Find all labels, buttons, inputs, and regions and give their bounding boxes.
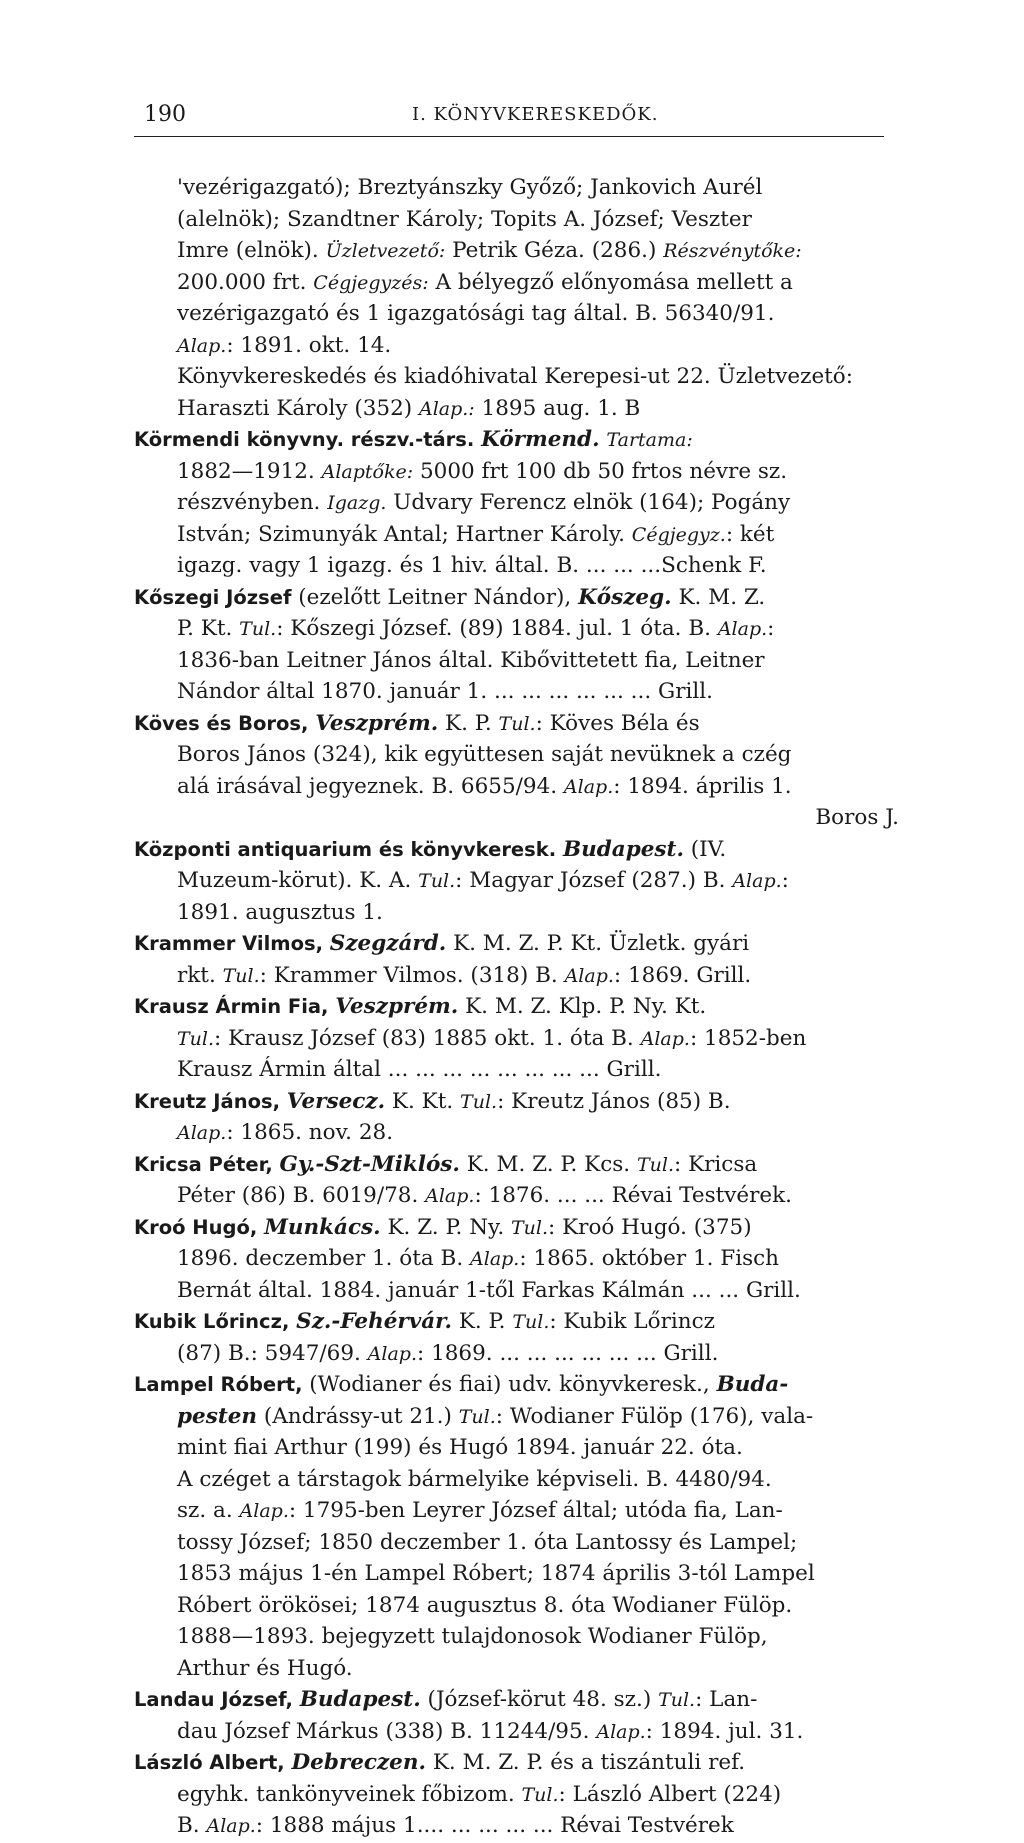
- entry-place: Gy.-Szt-Miklós.: [279, 1151, 460, 1177]
- text-line: [134, 739, 904, 771]
- text-segment: 1836-ban Leitner János által. Kibővittetett fia, Leitner: [177, 647, 765, 673]
- text-segment: Alap.: [177, 1122, 227, 1144]
- text-line: [134, 928, 904, 960]
- text-segment: Róbert örökösei; 1874 augusztus 8. óta Wodianer Fülöp.: [177, 1592, 793, 1618]
- text-line: [134, 960, 904, 992]
- text-segment: részvényben.: [177, 490, 328, 515]
- text-segment: 1895 aug. 1. B: [474, 395, 641, 421]
- text-segment: : Wodianer Fülöp (176), vala-: [495, 1403, 814, 1429]
- text-segment: : 1888 május 1.... ... ... ... ... Révai Testvérek: [255, 1813, 734, 1838]
- entry-place: Debreczen.: [291, 1750, 426, 1775]
- text-line: [134, 1684, 904, 1716]
- text-segment: : László Albert (224): [558, 1781, 782, 1807]
- entry-heading: Kricsa Péter,: [134, 1152, 280, 1176]
- text-segment: Cégjegyz.: [631, 523, 726, 546]
- text-line: [134, 424, 904, 456]
- text-segment: K. P.: [438, 710, 499, 736]
- text-segment: István; Szimunyák Antal; Hartner Károly.: [177, 521, 632, 547]
- text-line: [134, 1275, 904, 1307]
- text-segment: Muzeum-körut). K. A.: [177, 868, 419, 893]
- entry-place: Budapest.: [299, 1687, 421, 1712]
- text-segment: Tul.: [418, 870, 456, 892]
- text-segment: K. M. Z. Klp. P. Ny. Kt.: [458, 994, 707, 1019]
- entry-place: Veszprém.: [315, 710, 439, 736]
- text-segment: Imre (elnök).: [177, 238, 326, 263]
- entry-place: Veszprém.: [335, 994, 459, 1019]
- entry-place: Versecz.: [286, 1088, 386, 1114]
- text-segment: Boros János (324), kik együttesen saját nevüknek a czég: [177, 742, 792, 767]
- text-segment: : Magyar József (287.) B.: [455, 868, 733, 893]
- entry-place: Buda-: [716, 1372, 789, 1397]
- text-segment: : 1894. április 1.: [613, 773, 792, 799]
- text-segment: : Lan-: [695, 1687, 758, 1712]
- text-line: [134, 456, 904, 488]
- text-line: [134, 1810, 904, 1842]
- entry-heading: Kubik Lőrincz,: [134, 1310, 297, 1333]
- text-segment: : 1891. okt. 14.: [226, 332, 392, 358]
- text-segment: : 1865. nov. 28.: [226, 1120, 394, 1145]
- page-number: 190: [144, 102, 186, 127]
- text-line: [134, 1086, 904, 1118]
- text-line: [134, 802, 904, 834]
- text-segment: : Kreutz János (85) B.: [497, 1088, 731, 1114]
- entry-place: Sz.-Fehérvár.: [296, 1309, 452, 1334]
- text-segment: Alap.: [206, 1815, 256, 1837]
- text-line: [134, 1243, 904, 1275]
- text-segment: : 1865. október 1. Fisch: [519, 1246, 780, 1271]
- text-line: [134, 298, 904, 330]
- text-segment: K. M. Z.: [671, 584, 766, 610]
- text-segment: :: [781, 868, 789, 893]
- text-segment: Tul.: [512, 1311, 550, 1333]
- text-line: [134, 1464, 904, 1496]
- text-segment: K. M. Z. P. Kt. Üzletk. gyári: [446, 931, 750, 956]
- text-segment: 200.000 frt.: [177, 269, 314, 295]
- text-segment: sz. a.: [177, 1498, 240, 1523]
- text-segment: (Andrássy-ut 21.): [257, 1403, 459, 1429]
- text-segment: : Krammer Vilmos. (318) B.: [259, 962, 565, 988]
- directory-text: [134, 172, 904, 1842]
- text-line: [134, 1495, 904, 1527]
- entry-place: Kőszeg.: [578, 584, 672, 610]
- text-line: [134, 1747, 904, 1779]
- text-segment: 'vezérigazgató); Breztyánszky Győző; Jankovich Aurél: [177, 175, 763, 200]
- text-segment: Bernát által. 1884. január 1-től Farkas Kálmán ... ... Grill.: [177, 1277, 801, 1303]
- text-segment: Üzletvezető:: [325, 240, 446, 262]
- text-segment: K. M. Z. P. Kcs.: [459, 1151, 637, 1177]
- text-segment: : Kőszegi József. (89) 1884. jul. 1 óta. B.: [276, 616, 718, 641]
- text-segment: : 1894. jul. 31.: [645, 1718, 804, 1744]
- entry-place: Körmend.: [481, 427, 600, 452]
- text-line: [134, 1306, 904, 1338]
- text-segment: dau József Márkus (338) B. 11244/95.: [177, 1718, 597, 1744]
- entry-heading: Központi antiquarium és könyvkeresk.: [134, 837, 563, 861]
- entry-heading: Körmendi könyvny. részv.-társ.: [134, 428, 482, 451]
- entry-heading: Krammer Vilmos,: [134, 932, 330, 955]
- text-segment: Könyvkereskedés és kiadóhivatal Kerepesi-ut 22. Üzletvezető:: [177, 364, 853, 389]
- text-line: [134, 1432, 904, 1464]
- text-segment: (József-körut 48. sz.): [420, 1687, 659, 1712]
- text-line: [134, 204, 904, 236]
- text-line: [134, 645, 904, 677]
- text-segment: 1888—1893. bejegyzett tulajdonosok Wodianer Fülöp,: [177, 1624, 768, 1649]
- entry-heading: Landau József,: [134, 1688, 300, 1711]
- text-line: [134, 487, 904, 519]
- text-line: [134, 582, 904, 614]
- page-header: [134, 96, 884, 137]
- text-segment: Alap.: [564, 964, 614, 987]
- text-line: [134, 361, 904, 393]
- text-segment: Alap.: [563, 775, 614, 798]
- text-segment: Alaptőke:: [321, 460, 414, 483]
- entry-place: Budapest.: [562, 836, 684, 862]
- text-segment: Nándor által 1870. január 1. ... ... ... ... ... ... Grill.: [177, 679, 713, 704]
- text-line: [134, 708, 904, 740]
- text-segment: Tul.: [222, 964, 260, 987]
- text-line: [134, 865, 904, 897]
- text-segment: : 1876. ... ... Révai Testvérek.: [474, 1183, 792, 1208]
- text-segment: Alap.:: [418, 397, 475, 420]
- text-segment: Tul.: [460, 1090, 498, 1113]
- text-segment: Tul.: [177, 1027, 215, 1050]
- text-segment: A bélyegző előnyomása mellett a: [428, 269, 793, 295]
- text-segment: : Köves Béla és: [535, 710, 700, 736]
- text-segment: Alap.: [640, 1027, 690, 1050]
- text-segment: (ezelőtt Leitner Nándor),: [298, 584, 579, 610]
- text-segment: :: [767, 616, 775, 641]
- text-segment: : 1869. ... ... ... ... ... ... Grill.: [417, 1340, 719, 1366]
- text-segment: rkt.: [177, 962, 223, 988]
- text-segment: : Kroó Hugó. (375): [548, 1214, 752, 1240]
- text-segment: Alap.: [732, 870, 782, 892]
- text-line: [134, 834, 904, 866]
- text-segment: Tul.: [239, 618, 277, 640]
- text-segment: K. Kt.: [385, 1088, 461, 1114]
- entry-place: pesten: [177, 1403, 258, 1429]
- text-segment: Alap.: [717, 618, 768, 640]
- text-line: [134, 1527, 904, 1559]
- text-segment: : Kubik Lőrincz: [549, 1309, 715, 1334]
- text-line: [134, 330, 904, 362]
- text-segment: Cégjegyzés:: [313, 271, 429, 294]
- text-segment: : Krausz József (83) 1885 okt. 1. óta B.: [214, 1025, 641, 1051]
- text-segment: : Kricsa: [674, 1151, 758, 1177]
- text-line: [134, 1117, 904, 1149]
- entry-heading: Lampel Róbert,: [134, 1373, 310, 1396]
- text-line: [134, 393, 904, 425]
- text-segment: Alap.: [239, 1500, 289, 1522]
- text-segment: Tul.: [511, 1216, 549, 1239]
- entry-heading: László Albert,: [134, 1751, 292, 1774]
- text-line: [134, 1621, 904, 1653]
- entry-place: Munkács.: [264, 1214, 381, 1240]
- text-segment: (Wodianer és fiai) udv. könyvkeresk.,: [309, 1372, 717, 1397]
- text-segment: 5000 frt 100 db 50 frtos névre sz.: [413, 458, 788, 484]
- text-segment: Udvary Ferencz elnök (164); Pogány: [386, 490, 791, 515]
- text-line: [134, 897, 904, 929]
- text-segment: vezérigazgató és 1 igazgatósági tag által. B. 56340/91.: [177, 301, 775, 326]
- text-line: [134, 1779, 904, 1811]
- text-segment: igazg. vagy 1 igazg. és 1 hiv. által. B. ... ... ...Schenk F.: [177, 553, 767, 578]
- text-segment: Haraszti Károly (352): [177, 395, 419, 421]
- text-line: [134, 1369, 904, 1401]
- text-segment: Tul.: [658, 1689, 696, 1711]
- text-segment: 1882—1912.: [177, 458, 322, 484]
- text-segment: : 1869. Grill.: [613, 962, 752, 988]
- text-segment: Péter (86) B. 6019/78.: [177, 1183, 426, 1208]
- text-segment: A czéget a társtagok bármelyike képviseli. B. 4480/94.: [177, 1466, 772, 1492]
- text-line: [134, 172, 904, 204]
- text-segment: tossy József; 1850 deczember 1. óta Lantossy és Lampel;: [177, 1529, 798, 1555]
- text-segment: B.: [177, 1813, 207, 1838]
- text-segment: K. M. Z. P. és a tiszántuli ref.: [425, 1750, 746, 1775]
- text-segment: 1891. augusztus 1.: [177, 899, 383, 925]
- text-line: [134, 1401, 904, 1433]
- text-segment: Tul.: [636, 1153, 674, 1176]
- text-segment: : 1852-ben: [689, 1025, 807, 1051]
- text-segment: Boros J.: [815, 805, 899, 830]
- text-line: [134, 1653, 904, 1685]
- entry-heading: Kroó Hugó,: [134, 1215, 265, 1239]
- text-line: [134, 1590, 904, 1622]
- text-segment: (IV.: [683, 836, 727, 862]
- text-segment: mint fiai Arthur (199) és Hugó 1894. január 22. óta.: [177, 1435, 743, 1460]
- text-line: [134, 1338, 904, 1370]
- text-segment: : 1795-ben Leyrer József által; utóda fia, Lan-: [288, 1498, 783, 1523]
- text-segment: Alap.: [367, 1342, 417, 1365]
- entry-heading: Kőszegi József: [134, 585, 299, 609]
- text-segment: Alap.: [596, 1720, 646, 1743]
- text-segment: (87) B.: 5947/69.: [177, 1340, 368, 1366]
- text-segment: egyhk. tankönyveinek főbizom.: [177, 1781, 522, 1807]
- text-segment: Részvénytőke:: [663, 240, 802, 262]
- text-line: [134, 771, 904, 803]
- text-segment: Alap.: [177, 334, 227, 357]
- text-segment: K. Z. P. Ny.: [380, 1214, 511, 1240]
- text-line: [134, 1716, 904, 1748]
- text-segment: : két: [725, 521, 775, 547]
- entry-place: Szegzárd.: [329, 931, 447, 956]
- text-segment: K. P.: [451, 1309, 513, 1334]
- text-segment: P. Kt.: [177, 616, 240, 641]
- text-segment: Alap.: [470, 1248, 520, 1270]
- text-segment: Alap.: [425, 1185, 475, 1207]
- text-line: [134, 1558, 904, 1590]
- text-line: [134, 1054, 904, 1086]
- text-segment: Tul.: [458, 1405, 496, 1428]
- text-line: [134, 1149, 904, 1181]
- text-segment: 1896. deczember 1. óta B.: [177, 1246, 471, 1271]
- text-segment: 1853 május 1-én Lampel Róbert; 1874 április 3-tól Lampel: [177, 1561, 815, 1586]
- text-segment: Tartama:: [606, 429, 693, 451]
- text-line: [134, 991, 904, 1023]
- text-line: [134, 1180, 904, 1212]
- entry-heading: Kreutz János,: [134, 1089, 287, 1113]
- text-line: [134, 519, 904, 551]
- text-line: [134, 613, 904, 645]
- text-line: [134, 550, 904, 582]
- entry-heading: Köves és Boros,: [134, 711, 316, 735]
- text-line: [134, 235, 904, 267]
- text-segment: Arthur és Hugó.: [177, 1655, 353, 1681]
- text-line: [134, 1023, 904, 1055]
- text-segment: Petrik Géza. (286.): [445, 238, 664, 263]
- text-segment: Krausz Ármin által ... ... ... ... ... ... ... ... Grill.: [177, 1057, 662, 1082]
- text-line: [134, 1212, 904, 1244]
- text-line: [134, 267, 904, 299]
- text-segment: Igazg.: [327, 492, 387, 514]
- entry-heading: Krausz Ármin Fia,: [134, 995, 336, 1018]
- running-head: I. KÖNYVKERESKEDŐK.: [412, 104, 659, 125]
- text-segment: alá irásával jegyeznek. B. 6655/94.: [177, 773, 564, 799]
- text-line: [134, 676, 904, 708]
- text-segment: Tul.: [498, 712, 536, 735]
- text-segment: Tul.: [521, 1783, 559, 1806]
- text-segment: (alelnök); Szandtner Károly; Topits A. József; Veszter: [177, 206, 752, 232]
